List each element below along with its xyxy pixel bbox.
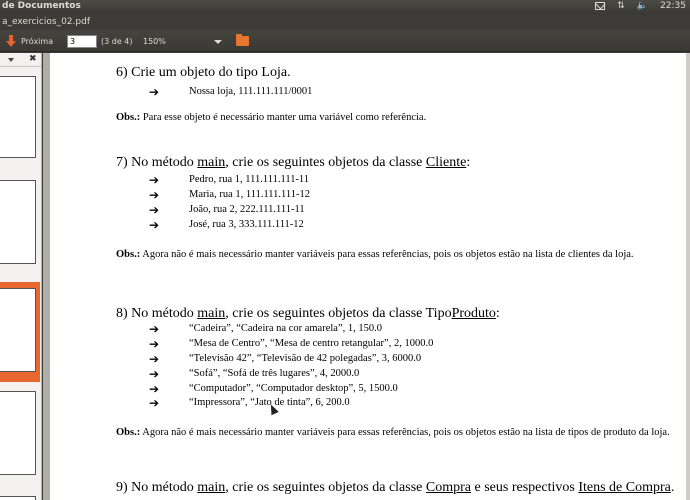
title-text: , crie os seguintes objetos da classe — [225, 480, 426, 495]
pdf-page — [50, 53, 690, 500]
list-item — [149, 204, 305, 216]
arrow-bullet-icon: ➔ — [149, 396, 160, 410]
title-text: 9) No método — [116, 480, 198, 495]
note-text: Para esse objeto é necessário manter uma variável como referência. — [140, 112, 427, 123]
title-text: : — [495, 306, 500, 321]
network-icon[interactable]: ⇅ — [617, 1, 625, 11]
list-item-text: Maria, rua 1, 111.111.111-12 — [189, 189, 311, 200]
title-text: e seus respectivos — [471, 480, 579, 495]
list-item-text: “Computador”, “Computador desktop”, 5, 1500.0 — [189, 383, 398, 394]
list-item-text: “Impressora”, “Jato de tinta”, 6, 200.0 — [189, 397, 350, 408]
list-item — [149, 397, 350, 409]
section-8-title — [116, 306, 500, 322]
list-item — [149, 383, 398, 395]
down-arrow-icon — [6, 35, 16, 47]
section-9-title — [116, 480, 674, 496]
title-text: , crie os seguintes objetos da classe Tipo — [225, 306, 452, 321]
chevron-down-icon[interactable] — [8, 58, 14, 62]
list-item — [149, 368, 359, 380]
thumbnail-sidebar — [0, 53, 42, 500]
page-thumbnail-2[interactable] — [0, 180, 36, 264]
clock[interactable]: 22:35 — [660, 1, 686, 11]
title-main: main — [197, 480, 226, 495]
document-view[interactable] — [43, 53, 690, 500]
toolbar — [0, 30, 690, 52]
page-thumbnail-5[interactable] — [0, 496, 36, 500]
title-text: , crie os seguintes objetos da classe — [225, 155, 426, 170]
mail-icon[interactable] — [595, 2, 605, 10]
zoom-dropdown-arrow-icon[interactable] — [214, 40, 222, 44]
section-7-title — [116, 155, 470, 171]
zoom-select[interactable]: 150% — [143, 37, 166, 46]
title-text: 8) No método — [116, 306, 198, 321]
next-page-button[interactable] — [6, 35, 53, 47]
title-text: . — [670, 480, 675, 495]
arrow-bullet-icon: ➔ — [149, 218, 160, 232]
page-thumbnail-1[interactable] — [0, 76, 36, 158]
page-count: (3 de 4) — [101, 37, 133, 46]
sidebar-header — [0, 53, 41, 67]
section-6-note — [116, 111, 676, 125]
section-7-note — [116, 248, 676, 262]
next-page-label: Próxima — [21, 36, 54, 46]
note-label: Obs.: — [116, 249, 141, 260]
list-item — [149, 219, 304, 231]
title-class: Compra — [425, 480, 471, 495]
arrow-bullet-icon: ➔ — [149, 352, 160, 366]
volume-icon[interactable]: 🔈 — [636, 1, 649, 11]
title-class: Produto — [451, 306, 496, 321]
arrow-bullet-icon: ➔ — [149, 188, 160, 202]
list-item — [149, 338, 433, 350]
title-class: Cliente — [425, 155, 467, 170]
list-item — [149, 323, 382, 335]
document-filename: a_exercicios_02.pdf — [2, 17, 90, 27]
app-title: de Documentos — [2, 1, 81, 11]
title-class: Itens de Compra — [578, 480, 671, 495]
arrow-bullet-icon: ➔ — [149, 203, 160, 217]
arrow-bullet-icon: ➔ — [149, 382, 160, 396]
list-item-text: “Televisão 42”, “Televisão de 42 polegadas”, 3, 6000.0 — [189, 353, 422, 364]
page-thumbnail-3[interactable] — [0, 288, 36, 372]
title-main: main — [197, 306, 226, 321]
note-text: Agora não é mais necessário manter variáveis para essas referências, pois os objetos estão na lista de tipos de produto da loja. — [140, 427, 670, 438]
list-item-text: Pedro, rua 1, 111.111.111-11 — [189, 174, 310, 185]
note-text: Agora não é mais necessário manter variáveis para essas referências, pois os objetos estão na lista de clientes da loja. — [140, 249, 634, 260]
page-number-input[interactable] — [67, 35, 97, 48]
list-item — [149, 174, 309, 186]
list-item — [149, 86, 312, 98]
list-item-text: “Cadeira”, “Cadeira na cor amarela”, 1, 150.0 — [189, 323, 382, 334]
note-label: Obs.: — [116, 112, 141, 123]
system-tray — [595, 1, 686, 11]
window-title-bar — [0, 14, 690, 30]
close-icon[interactable]: ✖ — [29, 54, 37, 64]
note-label: Obs.: — [116, 427, 141, 438]
arrow-bullet-icon: ➔ — [149, 173, 160, 187]
arrow-bullet-icon: ➔ — [149, 367, 160, 381]
arrow-bullet-icon: ➔ — [149, 337, 160, 351]
arrow-bullet-icon: ➔ — [149, 85, 160, 99]
title-main: main — [197, 155, 226, 170]
list-item — [149, 353, 421, 365]
section-6-title: 6) Crie um objeto do tipo Loja. — [116, 65, 291, 80]
system-top-panel — [0, 0, 690, 14]
list-item-text: Nossa loja, 111.111.111/0001 — [189, 86, 313, 97]
list-item — [149, 189, 310, 201]
folder-icon[interactable] — [236, 36, 249, 46]
list-item-text: “Mesa de Centro”, “Mesa de centro retangular”, 2, 1000.0 — [189, 338, 434, 349]
vertical-scrollbar[interactable] — [686, 53, 690, 500]
arrow-bullet-icon: ➔ — [149, 322, 160, 336]
page-thumbnail-4[interactable] — [0, 391, 36, 475]
list-item-text: “Sofá”, “Sofá de três lugares”, 4, 2000.0 — [189, 368, 360, 379]
list-item-text: João, rua 2, 222.111.111-11 — [189, 204, 305, 215]
section-8-note — [116, 426, 676, 440]
title-text: 7) No método — [116, 155, 198, 170]
title-text: : — [466, 155, 471, 170]
list-item-text: José, rua 3, 333.111.111-12 — [189, 219, 304, 230]
